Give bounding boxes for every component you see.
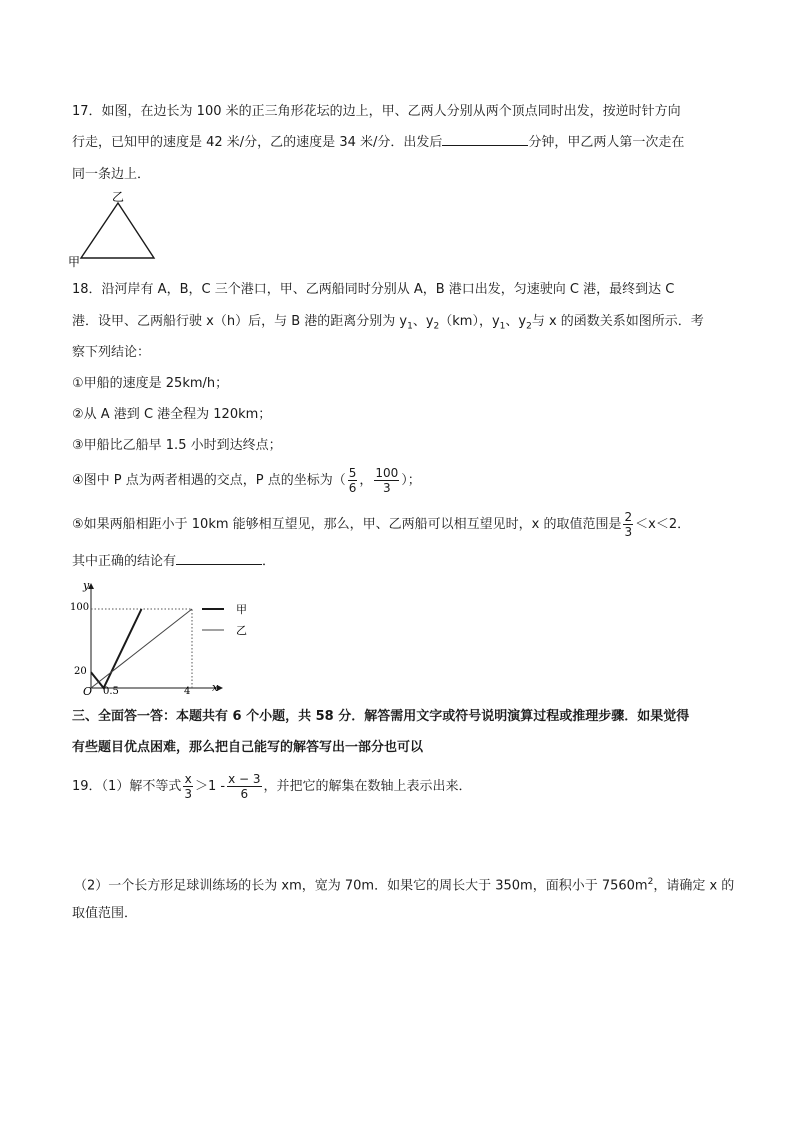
q18-conclusion-5 (72, 510, 690, 539)
q18-c5-text-a: ⑤如果两船相距小于 10km 能够相互望见，那么，甲、乙两船可以相互望见时，x 的取值范围是 (72, 517, 622, 532)
q18-sub-1: 1 (407, 321, 413, 332)
q18-line-2 (72, 312, 704, 337)
q18-c4-sep: ， (359, 473, 373, 488)
fraction-x-3 (183, 772, 193, 801)
fraction-numerator: 100 (375, 466, 399, 480)
q19-p2-text-end: ，请确定 x 的 (653, 878, 735, 894)
fraction-x-minus-3-6 (227, 772, 261, 801)
q18-answer-text: 其中正确的结论有 (72, 554, 177, 569)
q18-text-b: 、y (412, 314, 434, 329)
fraction-denominator: 3 (383, 481, 391, 495)
fraction-5-6 (348, 466, 358, 495)
fraction-denominator: 3 (184, 787, 192, 801)
q17-text-a: 行走，已知甲的速度是 42 米/分，乙的速度是 34 米/分．出发后 (72, 135, 443, 150)
series-line-yi (91, 609, 192, 688)
q18-line-1: 18．沿河岸有 A，B，C 三个港口，甲、乙两船同时分别从 A，B 港口出发，匀速驶向 C 港，最终到达 C (72, 282, 675, 297)
q19-part-1 (72, 772, 472, 801)
triangle-label-yi: 乙 (112, 190, 125, 204)
q18-text-e: 与 x 的函数关系如图所示．考 (531, 314, 704, 329)
q18-line-3: 察下列结论： (72, 345, 151, 360)
q18-c5-text-b: ＜x＜2． (635, 517, 691, 532)
q18-sub-2: 2 (433, 321, 440, 332)
q19-part-2-line-2: 取值范围． (72, 906, 138, 921)
q19-text-a: 19．（1）解不等式 (72, 779, 182, 794)
q19-text-b: ＞1 - (194, 779, 226, 794)
q17-text-b: 分钟，甲乙两人第一次走在 (528, 135, 685, 150)
fraction-numerator: 5 (348, 466, 357, 480)
q19-p2-superscript: 2 (647, 877, 654, 887)
q18-conclusion-1: ①甲船的速度是 25km/h； (72, 376, 229, 391)
triangle-shape (81, 203, 154, 258)
q18-conclusion-2: ②从 A 港到 C 港全程为 120km； (72, 407, 272, 422)
q18-conclusion-4 (72, 466, 421, 495)
q17-line-3: 同一条边上． (72, 167, 151, 182)
fraction-denominator: 6 (348, 481, 357, 495)
q17-line-2 (72, 133, 684, 153)
q19-text-c: ，并把它的解集在数轴上表示出来． (263, 779, 472, 794)
fraction-numerator: x − 3 (228, 772, 261, 786)
fraction-100-3 (374, 466, 399, 495)
xtick-0-5: 0.5 (103, 686, 119, 696)
q18-text-c: （km），y (439, 314, 500, 329)
x-axis-label: x (212, 681, 219, 694)
fraction-denominator: 3 (624, 525, 633, 539)
q18-answer-period: ． (262, 554, 276, 569)
triangle-figure (66, 190, 166, 268)
q19-p2-text: （2）一个长方形足球训练场的长为 xm，宽为 70m．如果它的周长大于 350m，面积小于 7560m (74, 878, 648, 894)
xtick-4: 4 (184, 686, 191, 696)
fraction-denominator: 6 (240, 787, 249, 801)
ytick-100: 100 (70, 602, 90, 613)
q18-c4-text-a: ④图中 P 点为两者相遇的交点，P 点的坐标为（ (72, 473, 346, 488)
origin-label: O (83, 685, 93, 696)
legend-label-yi: 乙 (236, 624, 247, 637)
q18-c4-text-b: ）； (401, 473, 421, 488)
ytick-20: 20 (74, 666, 87, 677)
q18-answer-line (72, 552, 275, 572)
q17-answer-blank[interactable] (442, 133, 528, 146)
q18-sub-4: 2 (526, 321, 532, 332)
fraction-2-3 (623, 510, 633, 539)
q18-conclusion-3: ③甲船比乙船早 1.5 小时到达终点； (72, 438, 282, 453)
section-3-line-2: 有些题目优点困难，那么把自己能写的解答写出一部分也可以 (72, 740, 424, 755)
q18-sub-3: 1 (499, 321, 506, 332)
q17-line-1: 17．如图，在边长为 100 米的正三角形花坛的边上，甲、乙两人分别从两个顶点同时出发，按逆时针方向 (72, 104, 681, 119)
fraction-numerator: x (184, 772, 192, 786)
q18-text-d: 、y (505, 314, 527, 329)
q18-text-a: 港．设甲、乙两船行驶 x（h）后，与 B 港的距离分别为 y (72, 314, 408, 329)
y-axis-label: y (83, 579, 90, 592)
legend-label-jia: 甲 (236, 603, 247, 616)
series-line-jia (91, 609, 142, 688)
q18-answer-blank[interactable] (176, 552, 262, 565)
triangle-label-jia: 甲 (68, 255, 81, 268)
distance-time-chart (70, 578, 260, 696)
fraction-numerator: 2 (624, 510, 633, 524)
q19-part-2-line-1 (74, 872, 734, 896)
section-3-line-1: 三、全面答一答：本题共有 6 个小题，共 58 分．解答需用文字或符号说明演算过程或推理步骤．如果觉得 (72, 709, 690, 724)
